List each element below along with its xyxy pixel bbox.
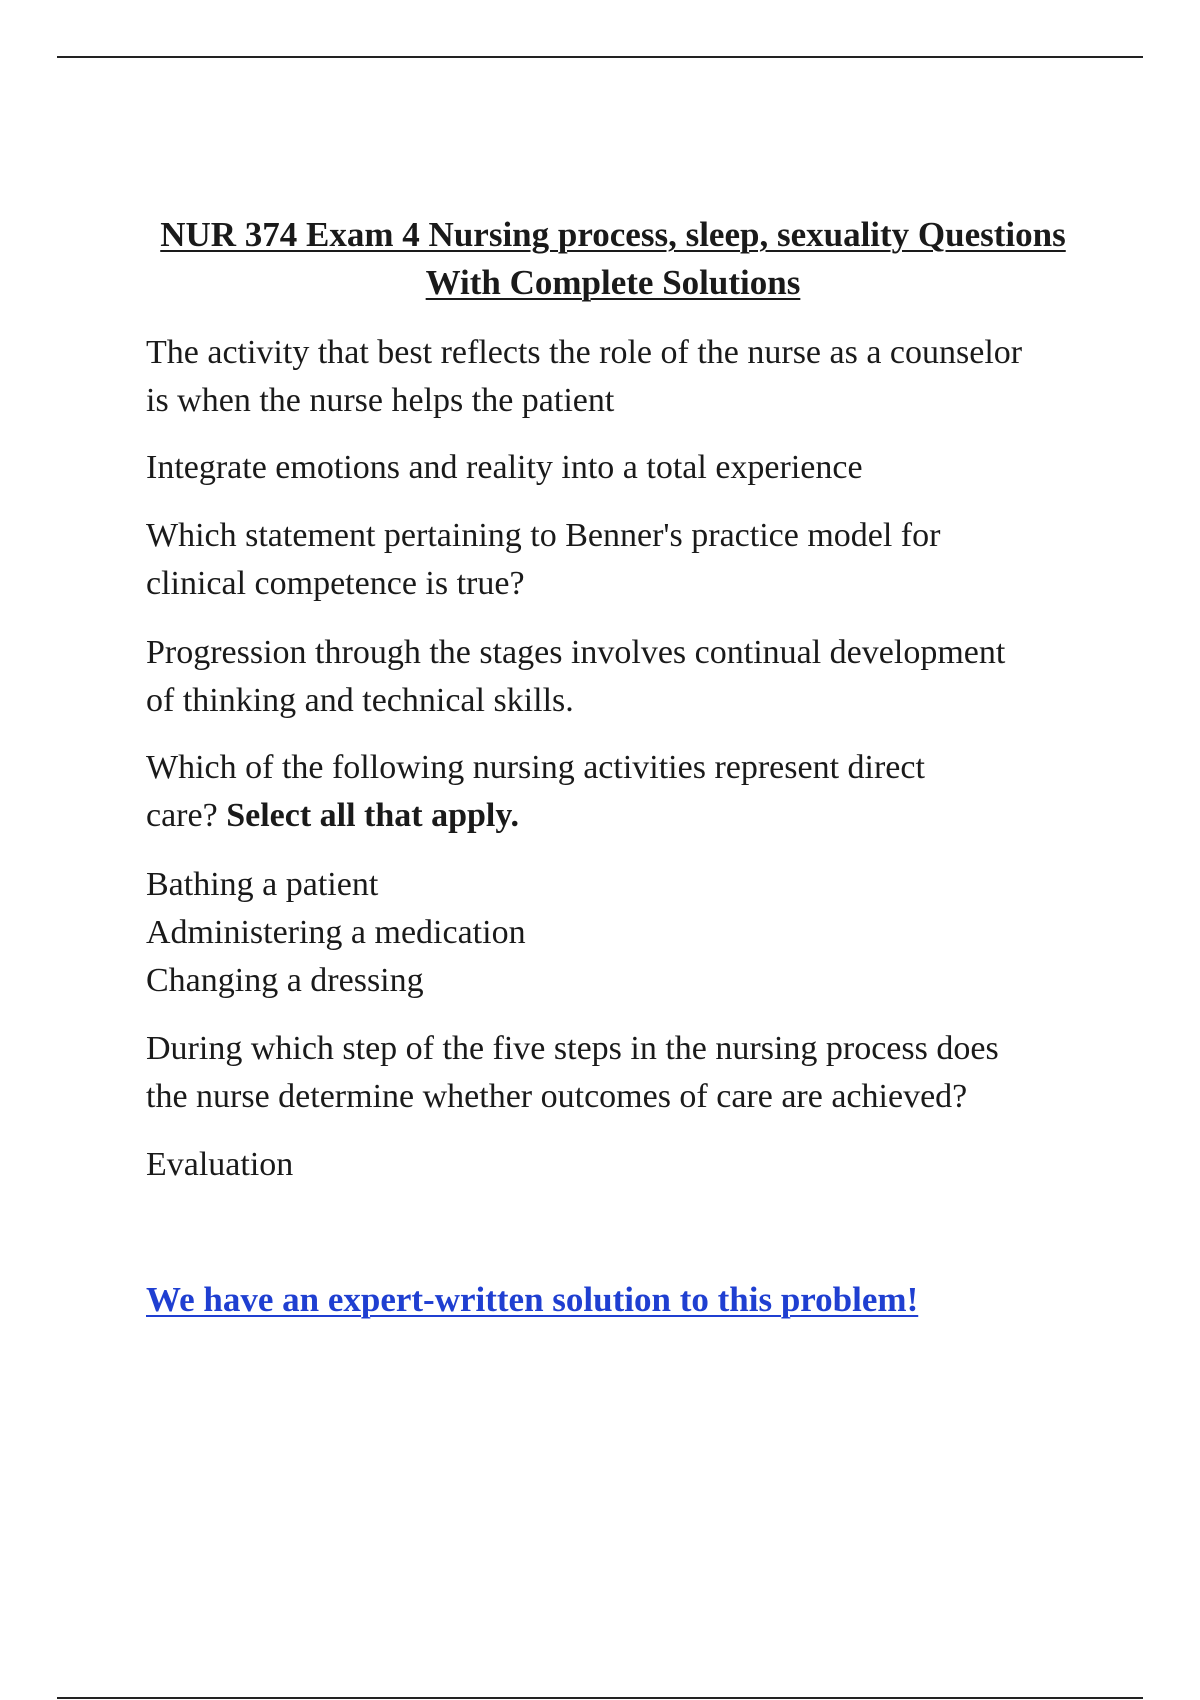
question-1-line-2: is when the nurse helps the patient: [146, 382, 615, 419]
question-4-line-2: the nurse determine whether outcomes of care are achieved?: [146, 1078, 968, 1115]
title-line-2: With Complete Solutions: [425, 263, 801, 302]
document-title: [140, 211, 1086, 307]
bottom-rule: [57, 1697, 1143, 1699]
answer-3-line-2: Administering a medication: [146, 914, 526, 951]
answer-4-line-1: Evaluation: [146, 1146, 294, 1183]
answer-2-line-2: of thinking and technical skills.: [146, 682, 574, 719]
answer-3-line-3: Changing a dressing: [146, 962, 424, 999]
question-3-line-2-text: care?: [146, 797, 218, 834]
answer-2: [146, 629, 1096, 725]
answer-1: [146, 444, 1096, 492]
answer-3: [146, 861, 1096, 1005]
expert-solution-link[interactable]: We have an expert-written solution to this problem!: [146, 1280, 919, 1319]
title-line-1: NUR 374 Exam 4 Nursing process, sleep, sexuality Questions: [160, 215, 1066, 254]
question-2: [146, 512, 1096, 608]
question-4: [146, 1025, 1096, 1121]
question-4-line-1: During which step of the five steps in the nursing process does: [146, 1030, 999, 1067]
question-2-line-1: Which statement pertaining to Benner's practice model for: [146, 517, 941, 554]
answer-2-line-1: Progression through the stages involves continual development: [146, 634, 1006, 671]
answer-1-line-1: Integrate emotions and reality into a total experience: [146, 449, 863, 486]
question-1-line-1: The activity that best reflects the role of the nurse as a counselor: [146, 334, 1023, 371]
question-1: [146, 329, 1096, 425]
answer-4: [146, 1141, 1096, 1189]
top-rule: [57, 56, 1143, 58]
question-3-line-1: Which of the following nursing activities represent direct: [146, 749, 925, 786]
question-2-line-2: clinical competence is true?: [146, 565, 525, 602]
question-3: [146, 744, 1096, 840]
select-all-emphasis: Select all that apply.: [226, 797, 519, 834]
answer-3-line-1: Bathing a patient: [146, 866, 379, 903]
question-3-line-2: [146, 792, 1096, 840]
